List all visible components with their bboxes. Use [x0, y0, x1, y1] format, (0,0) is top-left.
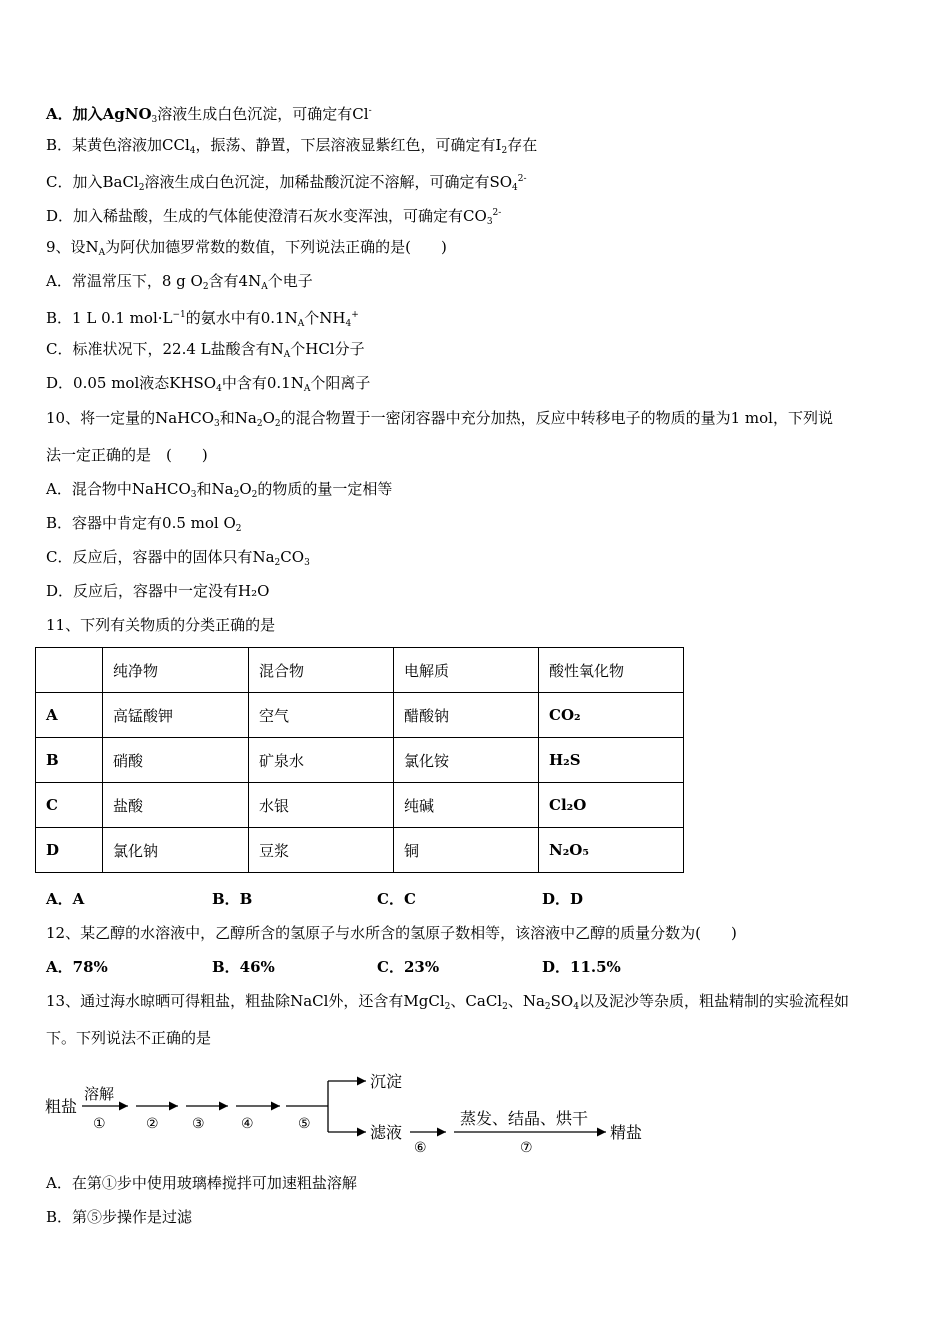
q12-option-c: C．23%: [377, 958, 440, 976]
q12-option-a: A．78%: [46, 958, 108, 976]
q12-stem: 12、某乙醇的水溶液中，乙醇所含的氢原子与水所含的氢原子数相等，该溶液中乙醇的质量分数为( ): [46, 924, 737, 942]
flow-dissolve-label: 溶解: [84, 1085, 115, 1103]
flow-end-label: 精盐: [610, 1123, 643, 1142]
table-cell: D: [36, 828, 103, 873]
flow-step-label: ②: [146, 1116, 159, 1132]
q13-option-a: A．在第①步中使用玻璃棒搅拌可加速粗盐溶解: [46, 1174, 357, 1192]
table-cell: A: [36, 693, 103, 738]
flow-step-label: ①: [93, 1116, 106, 1132]
q11-option-d: D．D: [542, 890, 584, 908]
table-cell: B: [36, 738, 103, 783]
flow-step-label: ③: [192, 1116, 205, 1132]
table-header-cell: 电解质: [394, 648, 539, 693]
q9-option-a: A．常温常压下，8 g $O_2$含有$4N_A$个电子: [46, 272, 313, 292]
q11-option-c: C．C: [377, 890, 416, 908]
flow-step-label: ⑤: [298, 1116, 311, 1132]
q9-stem: 9、设$N_A$为阿伏加德罗常数的数值，下列说法正确的是( ): [46, 238, 447, 258]
table-cell: 醋酸钠: [394, 693, 539, 738]
q8-option-d: D．加入稀盐酸，生成的气体能使澄清石灰水变浑浊，可确定有$CO_3^{2-}$: [46, 207, 502, 227]
table-cell: Cl₂O: [539, 783, 684, 828]
table-header-cell: [36, 648, 103, 693]
table-cell: H₂S: [539, 738, 684, 783]
purification-flow-diagram: [40, 1064, 660, 1164]
q12-option-b: B．46%: [212, 958, 275, 976]
table-cell: 空气: [249, 693, 394, 738]
q10-stem-line2: 法一定正确的是 ( ): [46, 446, 208, 464]
table-cell: C: [36, 783, 103, 828]
table-header-cell: 纯净物: [103, 648, 249, 693]
table-cell: 水银: [249, 783, 394, 828]
table-cell: 纯碱: [394, 783, 539, 828]
table-row: [36, 828, 684, 873]
q10-option-d: D．反应后，容器中一定没有H₂O: [46, 582, 270, 600]
table-header-cell: 混合物: [249, 648, 394, 693]
flow-precipitate-label: 沉淀: [370, 1072, 403, 1091]
q8-option-a: A．加入AgNO$_3$溶液生成白色沉淀，可确定有Cl-: [46, 105, 372, 125]
table-cell: N₂O₅: [539, 828, 684, 873]
flow-step-label: ⑦: [520, 1140, 533, 1156]
q13-stem-line2: 下。下列说法不正确的是: [46, 1029, 212, 1047]
q9-option-c: C．标准状况下，22.4 L盐酸含有$N_A$个HCl分子: [46, 340, 365, 360]
table-cell: 矿泉水: [249, 738, 394, 783]
q10-option-a: A．混合物中NaHCO$_3$和$Na_2O_2$的物质的量一定相等: [46, 480, 393, 500]
table-cell: 氯化铵: [394, 738, 539, 783]
q9-option-b: B．1 L 0.1 $mol\cdot L^{-1}$的氨水中有$0.1N_A$个$NH_4^+$: [46, 309, 359, 329]
flow-step-label: ⑥: [414, 1140, 427, 1156]
q13-stem-line1: 13、通过海水晾晒可得粗盐，粗盐除NaCl外，还含有MgCl$_2$、CaCl$_2$、$Na_2SO_4$以及泥沙等杂质，粗盐精制的实验流程如: [46, 992, 849, 1012]
table-cell: CO₂: [539, 693, 684, 738]
table-cell: 盐酸: [103, 783, 249, 828]
table-cell: 铜: [394, 828, 539, 873]
table-row: [36, 738, 684, 783]
table-header-row: [36, 648, 684, 693]
table-cell: 氯化钠: [103, 828, 249, 873]
table-cell: 高锰酸钾: [103, 693, 249, 738]
flow-evaporate-label: 蒸发、结晶、烘干: [460, 1109, 589, 1128]
q10-option-c: C．反应后，容器中的固体只有$Na_2CO_3$: [46, 548, 310, 568]
q13-option-b: B．第⑤步操作是过滤: [46, 1208, 193, 1226]
q11-option-a: A．A: [46, 890, 85, 908]
table-cell: 硝酸: [103, 738, 249, 783]
q8-option-b: B．某黄色溶液加CCl$_4$，振荡、静置，下层溶液显紫红色，可确定有$I_2$存在: [46, 136, 538, 156]
q12-option-d: D．11.5%: [542, 958, 621, 976]
classification-table: [35, 647, 684, 873]
flow-start-label: 粗盐: [45, 1097, 78, 1116]
q9-option-d: D．0.05 mol液态$KHSO_4$中含有$0.1N_A$个阳离子: [46, 374, 371, 394]
table-row: [36, 783, 684, 828]
q10-option-b: B．容器中肯定有0.5 mol $O_2$: [46, 514, 242, 534]
q11-stem: 11、下列有关物质的分类正确的是: [46, 616, 276, 634]
flow-step-label: ④: [241, 1116, 254, 1132]
table-header-cell: 酸性氧化物: [539, 648, 684, 693]
q8-option-c: C．加入BaCl$_2$溶液生成白色沉淀，加稀盐酸沉淀不溶解，可确定有$SO_4^{2-}$: [46, 173, 527, 193]
q11-option-b: B．B: [212, 890, 253, 908]
table-cell: 豆浆: [249, 828, 394, 873]
table-row: [36, 693, 684, 738]
q10-stem-line1: 10、将一定量的NaHCO$_3$和$Na_2O_2$的混合物置于一密闭容器中充分加热，反应中转移电子的物质的量为1 mol，下列说: [46, 409, 833, 429]
flow-filtrate-label: 滤液: [370, 1123, 403, 1142]
